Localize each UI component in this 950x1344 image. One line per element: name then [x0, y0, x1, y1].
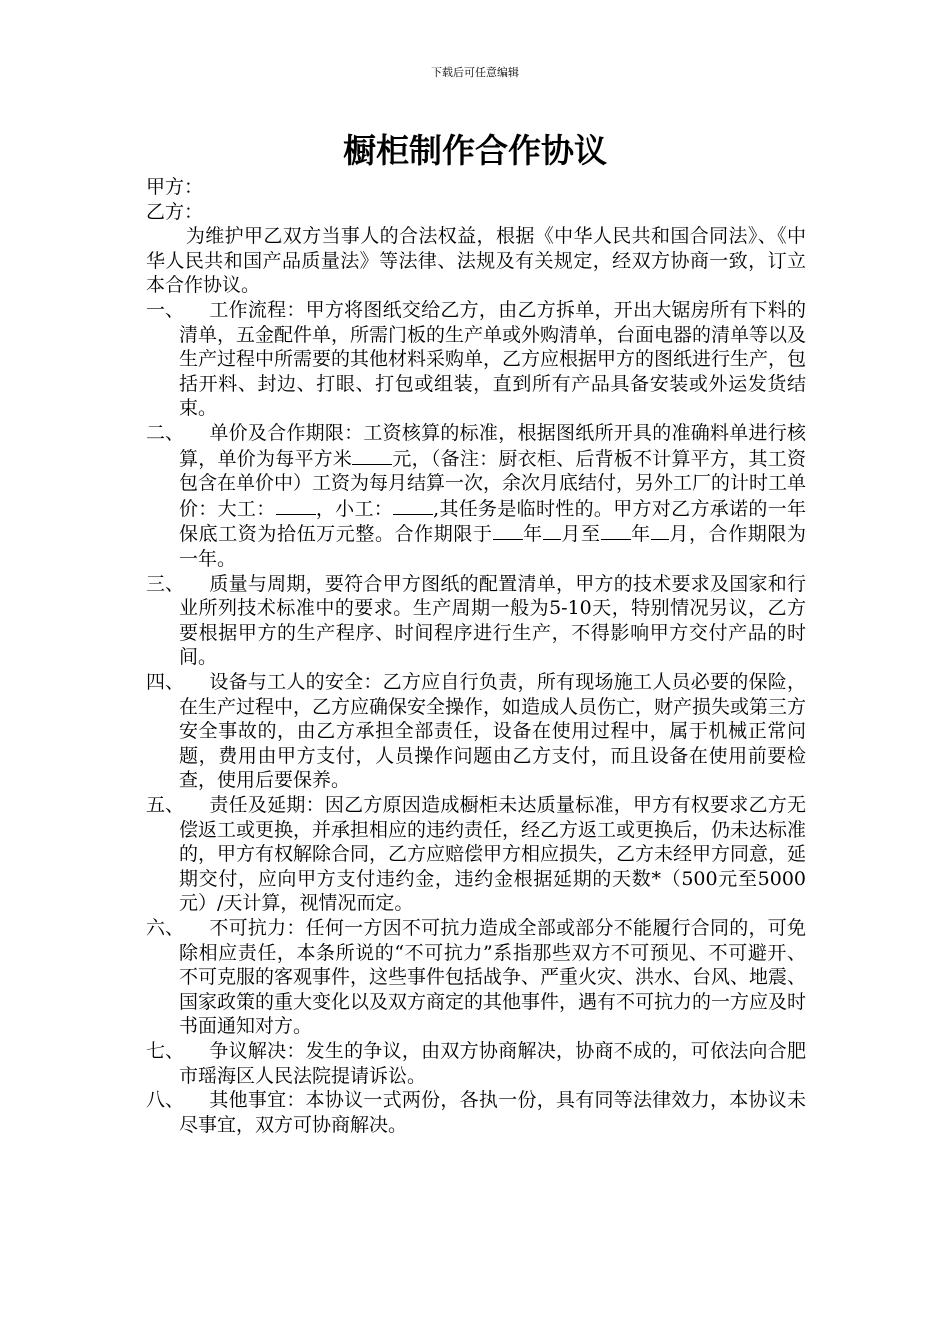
clause-text-part: ，小工： — [315, 497, 394, 520]
clause-number: 一、 — [146, 298, 185, 321]
clause-4 — [146, 670, 806, 793]
clause-text-part: 其任务是临时性的。甲方对乙方承诺的一年保底工资为拾伍万元整。合作期限于 — [179, 497, 806, 546]
clause-7 — [146, 1039, 806, 1088]
end-year-blank — [601, 521, 631, 540]
clause-text: 设备与工人的安全：乙方应自行负责，所有现场施工人员必要的保险，在生产过程中，乙方应确保安全操作，如造成人员伤亡，财产损失或第三方安全事故的，由乙方承担全部责任，设备在使用过程中，属于机械正常问题，费用由甲方支付，人员操作问题由乙方支付，而且设备在使用前要检查，使用后要保养。 — [179, 671, 807, 792]
senior-worker-rate-blank — [276, 496, 316, 515]
clause-text-part: 单价及合作期限：工资核算的标准，根据图纸所开具的准确料单进行核算，单价为每平方米 — [179, 421, 806, 470]
start-year-blank — [493, 521, 523, 540]
clause-8 — [146, 1088, 806, 1137]
party-b-label: 乙方： — [146, 200, 204, 223]
clause-text-part: 月，合作期限为一年。 — [179, 523, 806, 571]
clause-5 — [146, 793, 806, 916]
clause-text: 其他事宜：本协议一式两份，各执一份，具有同等法律效力，本协议未尽事宜，双方可协商解决。 — [179, 1089, 806, 1136]
clause-text-part: 年 — [522, 523, 543, 546]
junior-worker-rate-blank — [393, 496, 433, 515]
clause-text: 工作流程：甲方将图纸交给乙方，由乙方拆单，开出大锯房所有下料的清单，五金配件单，所需门板的生产单或外购清单，台面电器的清单等以及生产过程中所需要的其他材料采购单，乙方应根据甲方的图纸进行生产，包括开料、封边、打眼、打包或组装，直到所有产品具备安装或外运发货结束。 — [179, 298, 807, 420]
start-month-blank — [543, 521, 561, 540]
clause-text: 质量与周期，要符合甲方图纸的配置清单，甲方的技术要求及国家和行业所列技术标准中的要求。生产周期一般为5-10天，特别情况另议，乙方要根据甲方的生产程序、时间程序进行生产，不得影响甲方交付产品的时间。 — [179, 572, 806, 669]
clause-number: 二、 — [146, 421, 185, 444]
unit-price-blank — [352, 446, 392, 465]
clause-text-part: 年 — [630, 523, 651, 546]
clause-3 — [146, 572, 806, 670]
end-month-blank — [651, 521, 669, 540]
clause-number: 四、 — [146, 671, 185, 694]
clause-text: 责任及延期：因乙方原因造成橱柜未达质量标准，甲方有权要求乙方无偿返工或更换，并承担相应的违约责任，经乙方返工或更换后，仍未达标准的，甲方有权解除合同，乙方应赔偿甲方相应损失，乙方未经甲方同意，延期交付，应向甲方支付违约金，违约金根据延期的天数*（500元至5000元）/天计算，视情况而定。 — [179, 793, 807, 915]
document-body — [146, 175, 806, 1137]
party-a-label: 甲方： — [146, 176, 204, 198]
clause-number: 五、 — [146, 793, 185, 816]
clause-number: 八、 — [146, 1089, 185, 1112]
clause-2 — [146, 421, 806, 572]
clause-text-part: 月至 — [560, 523, 601, 546]
clause-text: 争议解决：发生的争议，由双方协商解决，协商不成的，可依法向合肥市瑶海区人民法院提请诉讼。 — [179, 1039, 806, 1087]
clause-number: 七、 — [146, 1039, 185, 1062]
header-note: 下载后可任意编辑 — [431, 66, 519, 79]
clause-number: 三、 — [146, 572, 185, 595]
clause-6 — [146, 916, 806, 1039]
clause-text-part: 元，（备注：厨衣柜、后背板不计算平方，其工资包含在单价中）工资为每月结算一次，余次月底结付，另外工厂的计时工单价：大工： — [179, 447, 807, 520]
document-title: 橱柜制作合作协议 — [343, 131, 607, 170]
clause-number: 六、 — [146, 916, 185, 939]
trailing-comma: , — [433, 497, 440, 520]
clause-text — [179, 421, 806, 572]
clause-1 — [146, 298, 806, 421]
intro-paragraph: 为维护甲乙双方当事人的合法权益，根据《中华人民共和国合同法》、《中华人民共和国产品质量法》等法律、法规及有关规定，经双方协商一致，订立本合作协议。 — [146, 225, 806, 297]
clause-text: 不可抗力：任何一方因不可抗力造成全部或部分不能履行合同的，可免除相应责任，本条所说的“不可抗力”系指那些双方不可预见、不可避开、不可克服的客观事件，这些事件包括战争、严重火灾、洪水、台风、地震、国家政策的重大变化以及双方商定的其他事件，遇有不可抗力的一方应及时书面通知对方。 — [179, 916, 807, 1038]
